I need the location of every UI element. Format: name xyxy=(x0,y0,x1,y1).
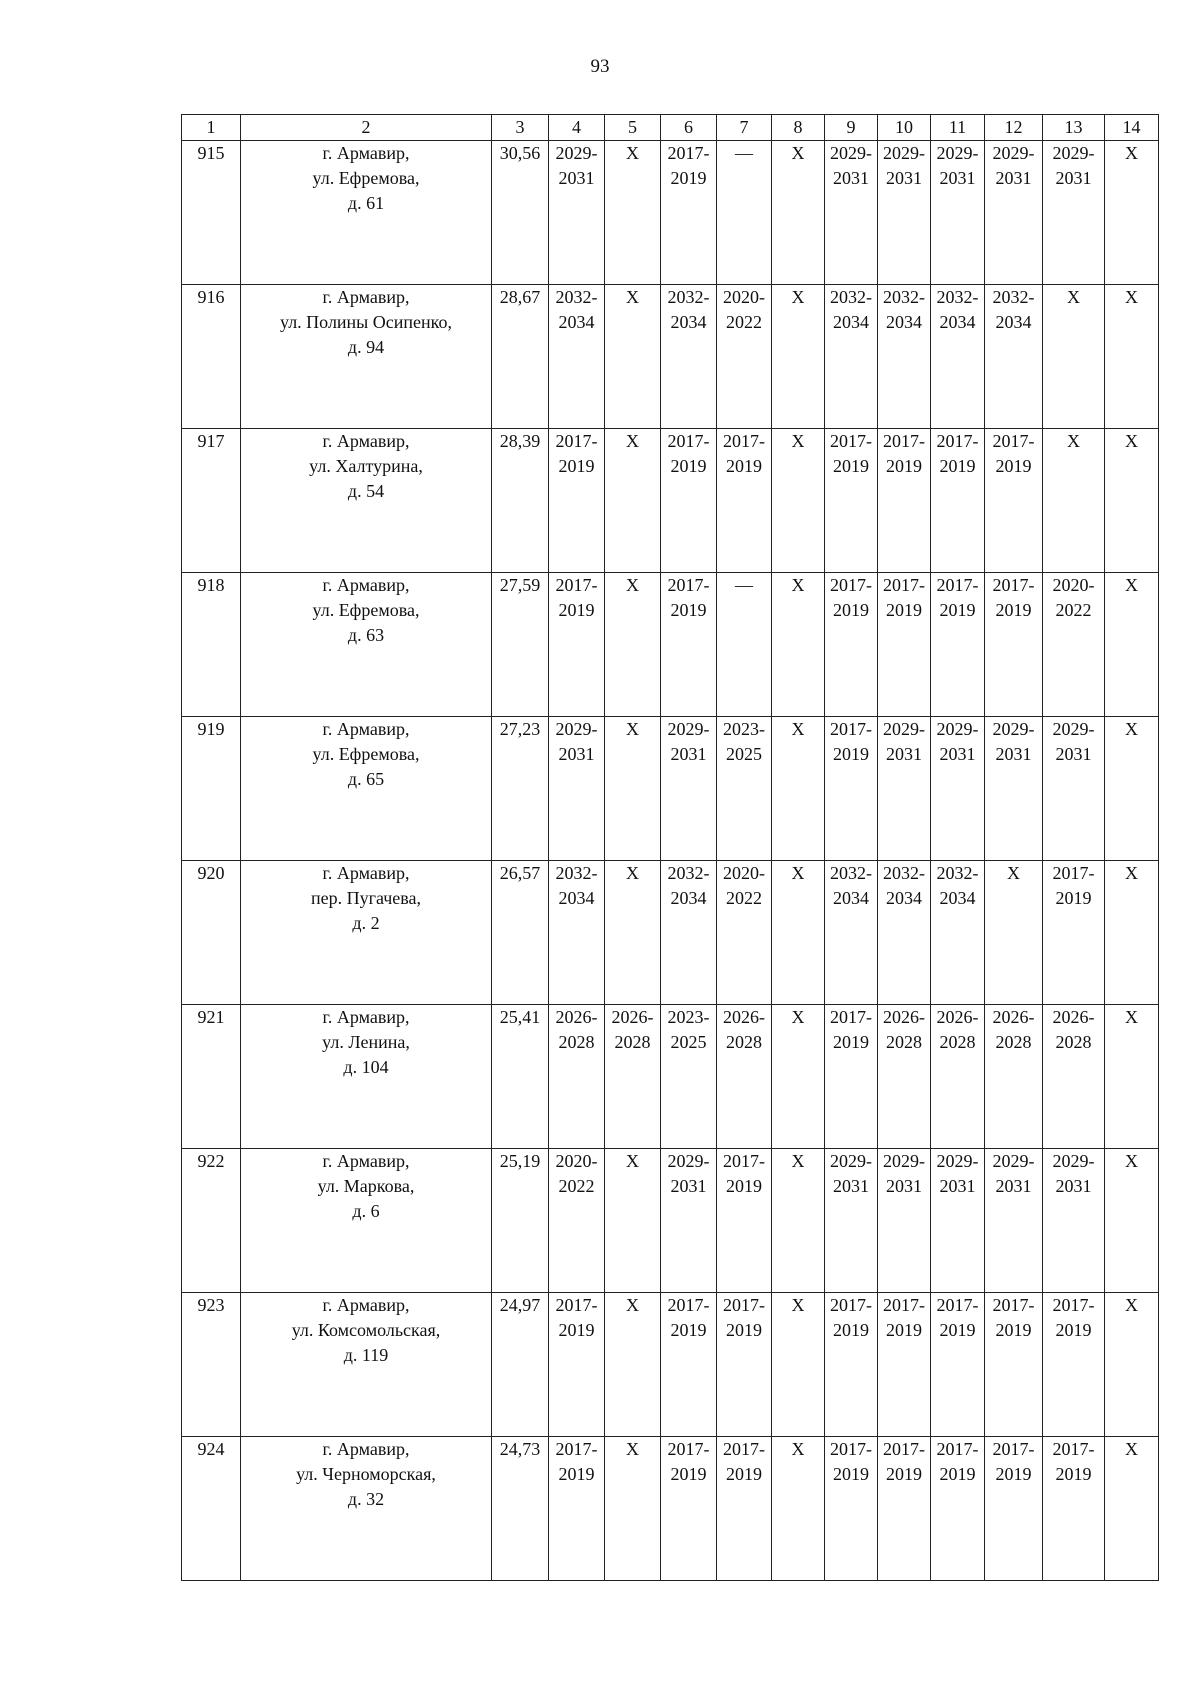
period-cell: 2029- 2031 xyxy=(549,141,605,285)
period-cell: 2017- 2019 xyxy=(549,1437,605,1581)
period-cell: Х xyxy=(605,285,661,429)
period-cell: Х xyxy=(772,429,825,573)
period-cell: Х xyxy=(605,717,661,861)
address-cell xyxy=(241,1005,492,1149)
period-cell: 2032- 2034 xyxy=(549,861,605,1005)
period-cell: 2017- 2019 xyxy=(931,1437,985,1581)
address-line: ул. Халтурина, xyxy=(309,456,423,476)
column-header: 2 xyxy=(241,115,492,141)
period-cell: Х xyxy=(1105,573,1159,717)
period-cell: 2029- 2031 xyxy=(661,717,717,861)
table-row xyxy=(182,1437,1159,1581)
address-line: д. 54 xyxy=(347,481,385,501)
period-cell: 2029- 2031 xyxy=(985,141,1043,285)
area-cell: 27,23 xyxy=(492,717,549,861)
period-cell: 2017- 2019 xyxy=(825,1437,878,1581)
period-cell: 2029- 2031 xyxy=(825,1149,878,1293)
period-cell: 2032- 2034 xyxy=(825,861,878,1005)
period-cell: Х xyxy=(985,861,1043,1005)
period-cell: 2020- 2022 xyxy=(1043,573,1105,717)
period-cell: 2017- 2019 xyxy=(825,1005,878,1149)
period-cell: — xyxy=(717,573,772,717)
column-header: 5 xyxy=(605,115,661,141)
column-header: 3 xyxy=(492,115,549,141)
column-header: 6 xyxy=(661,115,717,141)
period-cell: Х xyxy=(772,141,825,285)
period-cell: 2029- 2031 xyxy=(1043,1149,1105,1293)
period-cell: Х xyxy=(605,573,661,717)
period-cell: 2029- 2031 xyxy=(1043,141,1105,285)
address-line: ул. Ленина, xyxy=(322,1032,410,1052)
period-cell: 2026- 2028 xyxy=(1043,1005,1105,1149)
period-cell: 2017- 2019 xyxy=(825,429,878,573)
period-cell: 2026- 2028 xyxy=(549,1005,605,1149)
address-line: г. Армавир, xyxy=(322,1439,410,1459)
row-number: 915 xyxy=(182,141,241,285)
column-header: 4 xyxy=(549,115,605,141)
address-cell xyxy=(241,861,492,1005)
period-cell: 2017- 2019 xyxy=(985,1437,1043,1581)
period-cell: Х xyxy=(772,573,825,717)
period-cell: Х xyxy=(605,861,661,1005)
column-header: 9 xyxy=(825,115,878,141)
period-cell: Х xyxy=(772,1005,825,1149)
period-cell: 2029- 2031 xyxy=(878,717,931,861)
period-cell: 2020- 2022 xyxy=(717,861,772,1005)
period-cell: Х xyxy=(772,717,825,861)
area-cell: 24,73 xyxy=(492,1437,549,1581)
period-cell: 2029- 2031 xyxy=(878,141,931,285)
period-cell: 2017- 2019 xyxy=(931,573,985,717)
period-cell: 2032- 2034 xyxy=(878,285,931,429)
period-cell: 2017- 2019 xyxy=(1043,861,1105,1005)
page-number: 93 xyxy=(590,56,610,77)
table-row xyxy=(182,1005,1159,1149)
area-cell: 27,59 xyxy=(492,573,549,717)
header-row xyxy=(182,115,1159,141)
registry-table xyxy=(181,114,1159,1581)
period-cell: 2029- 2031 xyxy=(931,141,985,285)
period-cell: Х xyxy=(605,1149,661,1293)
address-line: ул. Ефремова, xyxy=(312,168,420,188)
period-cell: 2032- 2034 xyxy=(661,285,717,429)
period-cell: 2029- 2031 xyxy=(931,1149,985,1293)
period-cell: 2023- 2025 xyxy=(661,1005,717,1149)
period-cell: 2029- 2031 xyxy=(825,141,878,285)
period-cell: 2017- 2019 xyxy=(661,1437,717,1581)
address-line: г. Армавир, xyxy=(322,143,410,163)
period-cell: Х xyxy=(1105,1437,1159,1581)
period-cell: 2017- 2019 xyxy=(717,1293,772,1437)
address-line: д. 104 xyxy=(343,1057,389,1077)
period-cell: 2017- 2019 xyxy=(931,1293,985,1437)
period-cell: 2026- 2028 xyxy=(878,1005,931,1149)
area-cell: 24,97 xyxy=(492,1293,549,1437)
column-header: 13 xyxy=(1043,115,1105,141)
row-number: 917 xyxy=(182,429,241,573)
period-cell: 2017- 2019 xyxy=(1043,1293,1105,1437)
period-cell: — xyxy=(717,141,772,285)
period-cell: 2032- 2034 xyxy=(985,285,1043,429)
period-cell: 2017- 2019 xyxy=(717,1437,772,1581)
period-cell: Х xyxy=(1105,429,1159,573)
address-line: д. 63 xyxy=(347,625,385,645)
period-cell: Х xyxy=(605,1437,661,1581)
period-cell: 2032- 2034 xyxy=(931,861,985,1005)
period-cell: 2017- 2019 xyxy=(549,429,605,573)
address-line: г. Армавир, xyxy=(322,1007,410,1027)
address-line: г. Армавир, xyxy=(322,863,410,883)
period-cell: 2026- 2028 xyxy=(985,1005,1043,1149)
row-number: 921 xyxy=(182,1005,241,1149)
period-cell: 2017- 2019 xyxy=(661,1293,717,1437)
address-line: пер. Пугачева, xyxy=(310,888,422,908)
address-line: г. Армавир, xyxy=(322,287,410,307)
table-row xyxy=(182,717,1159,861)
period-cell: 2017- 2019 xyxy=(549,573,605,717)
area-cell: 25,19 xyxy=(492,1149,549,1293)
address-line: г. Армавир, xyxy=(322,431,410,451)
period-cell: Х xyxy=(1105,285,1159,429)
period-cell: 2026- 2028 xyxy=(931,1005,985,1149)
period-cell: 2020- 2022 xyxy=(549,1149,605,1293)
column-header: 8 xyxy=(772,115,825,141)
column-header: 1 xyxy=(182,115,241,141)
period-cell: 2017- 2019 xyxy=(1043,1437,1105,1581)
address-cell xyxy=(241,141,492,285)
period-cell: 2020- 2022 xyxy=(717,285,772,429)
period-cell: Х xyxy=(772,861,825,1005)
column-header: 7 xyxy=(717,115,772,141)
period-cell: Х xyxy=(1105,717,1159,861)
address-line: ул. Черноморская, xyxy=(296,1464,436,1484)
period-cell: Х xyxy=(1043,429,1105,573)
period-cell: 2017- 2019 xyxy=(661,141,717,285)
table-row xyxy=(182,285,1159,429)
address-line: д. 119 xyxy=(343,1345,389,1365)
period-cell: 2032- 2034 xyxy=(661,861,717,1005)
period-cell: 2029- 2031 xyxy=(549,717,605,861)
period-cell: Х xyxy=(605,429,661,573)
period-cell: Х xyxy=(1105,1149,1159,1293)
row-number: 924 xyxy=(182,1437,241,1581)
period-cell: 2026- 2028 xyxy=(717,1005,772,1149)
address-cell xyxy=(241,1437,492,1581)
table-row xyxy=(182,861,1159,1005)
address-cell xyxy=(241,429,492,573)
period-cell: 2029- 2031 xyxy=(931,717,985,861)
period-cell: 2017- 2019 xyxy=(717,1149,772,1293)
address-line: ул. Ефремова, xyxy=(312,600,420,620)
address-line: д. 6 xyxy=(352,1201,380,1221)
period-cell: Х xyxy=(1105,861,1159,1005)
area-cell: 30,56 xyxy=(492,141,549,285)
period-cell: 2032- 2034 xyxy=(931,285,985,429)
period-cell: Х xyxy=(1105,1005,1159,1149)
area-cell: 26,57 xyxy=(492,861,549,1005)
period-cell: 2017- 2019 xyxy=(825,717,878,861)
period-cell: Х xyxy=(772,1293,825,1437)
table-row xyxy=(182,429,1159,573)
address-line: д. 2 xyxy=(352,913,380,933)
column-header: 10 xyxy=(878,115,931,141)
column-header: 11 xyxy=(931,115,985,141)
period-cell: 2032- 2034 xyxy=(878,861,931,1005)
period-cell: 2017- 2019 xyxy=(825,1293,878,1437)
table-row xyxy=(182,573,1159,717)
period-cell: 2023- 2025 xyxy=(717,717,772,861)
table-body xyxy=(182,141,1159,1581)
table-row xyxy=(182,141,1159,285)
column-header: 12 xyxy=(985,115,1043,141)
address-cell xyxy=(241,573,492,717)
period-cell: 2017- 2019 xyxy=(878,1293,931,1437)
period-cell: 2017- 2019 xyxy=(985,573,1043,717)
row-number: 923 xyxy=(182,1293,241,1437)
area-cell: 28,39 xyxy=(492,429,549,573)
address-line: ул. Комсомольская, xyxy=(291,1320,441,1340)
period-cell: 2017- 2019 xyxy=(661,429,717,573)
address-line: ул. Маркова, xyxy=(317,1176,415,1196)
address-line: г. Армавир, xyxy=(322,1295,410,1315)
address-cell xyxy=(241,717,492,861)
period-cell: 2017- 2019 xyxy=(931,429,985,573)
period-cell: Х xyxy=(1105,141,1159,285)
period-cell: 2029- 2031 xyxy=(878,1149,931,1293)
address-line: ул. Полины Осипенко, xyxy=(279,312,452,332)
address-line: г. Армавир, xyxy=(322,719,410,739)
period-cell: Х xyxy=(1105,1293,1159,1437)
table-row xyxy=(182,1293,1159,1437)
period-cell: Х xyxy=(1043,285,1105,429)
table-row xyxy=(182,1149,1159,1293)
period-cell: Х xyxy=(772,285,825,429)
period-cell: 2017- 2019 xyxy=(878,429,931,573)
period-cell: 2029- 2031 xyxy=(661,1149,717,1293)
period-cell: 2032- 2034 xyxy=(825,285,878,429)
period-cell: 2026- 2028 xyxy=(605,1005,661,1149)
period-cell: 2029- 2031 xyxy=(1043,717,1105,861)
row-number: 920 xyxy=(182,861,241,1005)
period-cell: Х xyxy=(772,1437,825,1581)
address-cell xyxy=(241,1293,492,1437)
period-cell: Х xyxy=(605,1293,661,1437)
row-number: 922 xyxy=(182,1149,241,1293)
period-cell: 2017- 2019 xyxy=(661,573,717,717)
period-cell: 2029- 2031 xyxy=(985,717,1043,861)
column-header: 14 xyxy=(1105,115,1159,141)
area-cell: 28,67 xyxy=(492,285,549,429)
row-number: 919 xyxy=(182,717,241,861)
address-line: г. Армавир, xyxy=(322,575,410,595)
period-cell: 2017- 2019 xyxy=(878,573,931,717)
address-line: д. 61 xyxy=(347,193,385,213)
period-cell: Х xyxy=(772,1149,825,1293)
period-cell: 2017- 2019 xyxy=(549,1293,605,1437)
period-cell: 2017- 2019 xyxy=(878,1437,931,1581)
address-line: д. 65 xyxy=(347,769,385,789)
period-cell: 2017- 2019 xyxy=(825,573,878,717)
address-cell xyxy=(241,285,492,429)
period-cell: 2032- 2034 xyxy=(549,285,605,429)
area-cell: 25,41 xyxy=(492,1005,549,1149)
period-cell: 2029- 2031 xyxy=(985,1149,1043,1293)
period-cell: 2017- 2019 xyxy=(985,429,1043,573)
address-line: д. 32 xyxy=(347,1489,385,1509)
address-cell xyxy=(241,1149,492,1293)
address-line: д. 94 xyxy=(347,337,385,357)
period-cell: Х xyxy=(605,141,661,285)
row-number: 916 xyxy=(182,285,241,429)
row-number: 918 xyxy=(182,573,241,717)
address-line: ул. Ефремова, xyxy=(312,744,420,764)
address-line: г. Армавир, xyxy=(322,1151,410,1171)
period-cell: 2017- 2019 xyxy=(717,429,772,573)
period-cell: 2017- 2019 xyxy=(985,1293,1043,1437)
